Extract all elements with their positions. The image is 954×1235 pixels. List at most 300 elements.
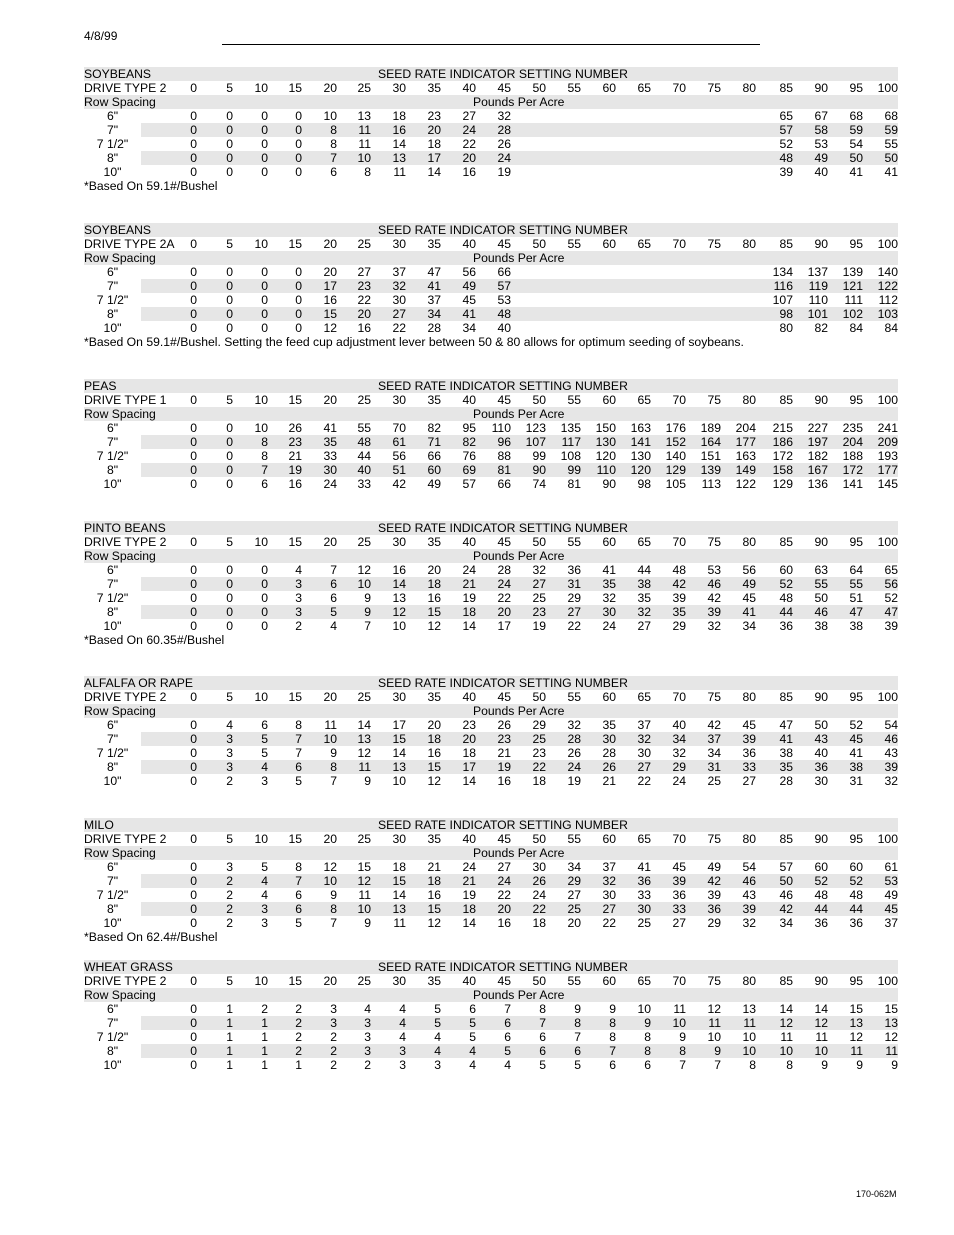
rate-value: 5 [261, 860, 268, 874]
rate-value: 0 [190, 619, 197, 633]
rate-value: 1 [261, 1016, 268, 1030]
rate-value: 35 [672, 605, 686, 619]
rate-value: 11 [324, 718, 337, 732]
rate-value: 28 [497, 563, 511, 577]
rate-value: 95 [462, 421, 476, 435]
rate-value: 9 [364, 916, 371, 930]
rate-value: 0 [190, 151, 197, 165]
units-label: Pounds Per Acre [473, 407, 565, 421]
rate-value: 41 [602, 563, 616, 577]
rate-value: 18 [462, 902, 476, 916]
table-row [84, 1058, 898, 1072]
rate-value: 0 [226, 591, 233, 605]
row-spacing: 10" [84, 477, 141, 491]
rate-value: 53 [884, 874, 898, 888]
rate-value: 42 [707, 718, 721, 732]
rate-value: 66 [427, 449, 441, 463]
rate-value: 9 [714, 1044, 721, 1058]
rate-value: 90 [602, 477, 616, 491]
rate-value: 4 [226, 718, 233, 732]
rate-value: 176 [665, 421, 686, 435]
rate-value: 26 [532, 874, 546, 888]
row-spacing: 7" [84, 577, 141, 591]
rate-value: 65 [884, 563, 898, 577]
row-spacing: 10" [84, 321, 141, 335]
rate-value: 37 [427, 293, 441, 307]
rate-value: 117 [561, 435, 581, 449]
rate-value: 6 [330, 577, 337, 591]
rate-value: 0 [226, 321, 233, 335]
rate-value: 15 [427, 902, 441, 916]
crop-name: MILO [84, 818, 114, 832]
table-row [84, 874, 898, 888]
rate-value: 7 [295, 746, 302, 760]
row-spacing: 7 1/2" [84, 591, 141, 605]
rate-value: 18 [392, 109, 406, 123]
rate-value: 41 [462, 307, 476, 321]
rate-value: 0 [226, 293, 233, 307]
rate-value: 10 [742, 1044, 756, 1058]
rate-value: 4 [364, 1002, 371, 1016]
rate-value: 158 [772, 463, 793, 477]
rate-value: 84 [849, 321, 863, 335]
setting-number: 80 [742, 690, 756, 704]
rate-value: 0 [295, 151, 302, 165]
row-spacing: 6" [84, 718, 141, 732]
setting-number: 70 [672, 974, 686, 988]
setting-number: 60 [602, 974, 616, 988]
rate-value: 43 [742, 888, 756, 902]
rate-value: 23 [462, 718, 476, 732]
rate-value: 5 [539, 1058, 546, 1072]
rate-value: 172 [772, 449, 793, 463]
row-spacing: 8" [84, 307, 141, 321]
rate-value: 121 [842, 279, 863, 293]
rate-value: 16 [357, 321, 371, 335]
table-row [84, 577, 898, 591]
rate-value: 30 [637, 746, 651, 760]
rate-value: 22 [357, 293, 371, 307]
rate-value: 7 [714, 1058, 721, 1072]
rate-value: 48 [672, 563, 686, 577]
rate-value: 16 [323, 293, 337, 307]
rate-value: 24 [323, 477, 337, 491]
rate-value: 40 [814, 746, 828, 760]
rate-value: 3 [226, 746, 233, 760]
table-title: SEED RATE INDICATOR SETTING NUMBER [378, 67, 628, 81]
footnote: *Based On 60.35#/Bushel [84, 633, 225, 647]
rate-value: 38 [849, 760, 863, 774]
rate-value: 66 [497, 477, 511, 491]
row-spacing: 7 1/2" [84, 449, 141, 463]
rate-value: 13 [357, 732, 371, 746]
setting-number: 65 [637, 237, 651, 251]
rate-value: 10 [392, 774, 406, 788]
rate-value: 204 [735, 421, 756, 435]
rate-value: 17 [462, 760, 476, 774]
rate-value: 10 [323, 874, 337, 888]
setting-number: 35 [427, 974, 441, 988]
table-row [84, 165, 898, 179]
rate-value: 0 [261, 307, 268, 321]
rate-value: 0 [226, 109, 233, 123]
rate-value: 2 [295, 1016, 302, 1030]
rate-value: 38 [637, 577, 651, 591]
rate-value: 2 [261, 1002, 268, 1016]
rate-value: 37 [637, 718, 651, 732]
rate-value: 227 [807, 421, 828, 435]
rate-value: 122 [735, 477, 756, 491]
rate-value: 2 [295, 1044, 302, 1058]
rate-value: 17 [323, 279, 337, 293]
rate-value: 4 [261, 874, 268, 888]
rate-value: 37 [884, 916, 898, 930]
rate-value: 7 [574, 1030, 581, 1044]
rate-value: 13 [392, 151, 406, 165]
rate-value: 55 [814, 577, 828, 591]
setting-number: 5 [226, 237, 233, 251]
rate-value: 1 [226, 1030, 233, 1044]
crop-title-row [84, 379, 898, 393]
rate-value: 4 [295, 563, 302, 577]
setting-number: 5 [226, 535, 233, 549]
rate-value: 24 [672, 774, 686, 788]
rate-value: 5 [261, 746, 268, 760]
rate-value: 98 [637, 477, 651, 491]
rate-value: 32 [637, 605, 651, 619]
rate-value: 0 [261, 123, 268, 137]
table-row [84, 1016, 898, 1030]
rate-value: 38 [849, 619, 863, 633]
rate-value: 11 [393, 165, 406, 179]
rate-value: 34 [567, 860, 581, 874]
rate-value: 0 [190, 718, 197, 732]
rate-value: 0 [295, 279, 302, 293]
rate-value: 0 [226, 619, 233, 633]
rate-value: 26 [497, 137, 511, 151]
row-spacing: 10" [84, 165, 141, 179]
rate-value: 41 [637, 860, 651, 874]
setting-number: 0 [190, 690, 197, 704]
setting-number: 30 [392, 832, 406, 846]
rate-value: 5 [434, 1002, 441, 1016]
setting-number: 100 [877, 81, 898, 95]
rate-value: 96 [497, 435, 511, 449]
table-row [84, 1002, 898, 1016]
rate-value: 0 [261, 137, 268, 151]
row-spacing: 7" [84, 123, 141, 137]
rate-value: 0 [190, 563, 197, 577]
rate-value: 63 [814, 563, 828, 577]
rate-value: 107 [772, 293, 793, 307]
rate-value: 209 [877, 435, 898, 449]
rate-value: 47 [427, 265, 441, 279]
units-row [84, 846, 898, 860]
rate-value: 0 [226, 123, 233, 137]
rate-value: 15 [392, 732, 406, 746]
rate-value: 21 [462, 577, 476, 591]
rate-value: 19 [497, 760, 511, 774]
rate-value: 9 [679, 1030, 686, 1044]
rate-value: 120 [595, 449, 616, 463]
rate-value: 46 [884, 732, 898, 746]
rate-value: 20 [323, 265, 337, 279]
rate-value: 32 [567, 718, 581, 732]
row-spacing: 10" [84, 1058, 141, 1072]
setting-number: 45 [497, 535, 511, 549]
setting-number: 85 [779, 393, 793, 407]
rate-value: 61 [884, 860, 898, 874]
rate-value: 129 [772, 477, 793, 491]
crop-table [84, 960, 898, 1072]
rate-value: 90 [532, 463, 546, 477]
setting-number: 20 [323, 237, 337, 251]
rate-value: 3 [295, 605, 302, 619]
rate-value: 26 [567, 746, 581, 760]
rate-value: 0 [261, 265, 268, 279]
rate-value: 27 [637, 760, 651, 774]
rate-value: 34 [462, 321, 476, 335]
rate-value: 46 [707, 577, 721, 591]
table-row [84, 563, 898, 577]
rate-value: 74 [532, 477, 546, 491]
rate-value: 13 [392, 760, 406, 774]
setting-number: 80 [742, 832, 756, 846]
rate-value: 8 [786, 1058, 793, 1072]
rate-value: 6 [295, 760, 302, 774]
rate-value: 10 [742, 1030, 756, 1044]
rate-value: 2 [295, 619, 302, 633]
setting-number: 80 [742, 81, 756, 95]
rate-value: 51 [849, 591, 863, 605]
setting-number: 75 [707, 832, 721, 846]
rate-value: 4 [399, 1016, 406, 1030]
table-row [84, 619, 898, 633]
rate-value: 0 [190, 321, 197, 335]
rate-value: 3 [364, 1030, 371, 1044]
rate-value: 0 [226, 449, 233, 463]
rate-value: 9 [330, 746, 337, 760]
rate-value: 112 [878, 293, 898, 307]
rate-value: 0 [190, 1058, 197, 1072]
rate-value: 57 [779, 860, 793, 874]
setting-number: 65 [637, 690, 651, 704]
rate-value: 13 [392, 902, 406, 916]
row-spacing-label: Row Spacing [84, 846, 156, 860]
row-spacing: 7 1/2" [84, 137, 141, 151]
rate-value: 8 [261, 435, 268, 449]
rate-value: 4 [330, 619, 337, 633]
drive-type: DRIVE TYPE 2 [84, 535, 167, 549]
rate-value: 2 [330, 1058, 337, 1072]
rate-value: 33 [672, 902, 686, 916]
setting-number: 100 [877, 690, 898, 704]
rate-value: 48 [357, 435, 371, 449]
rate-value: 23 [532, 746, 546, 760]
rate-value: 25 [532, 591, 546, 605]
row-spacing: 7" [84, 435, 141, 449]
rate-value: 20 [497, 902, 511, 916]
rate-value: 122 [877, 279, 898, 293]
crop-title-row [84, 818, 898, 832]
drive-type: DRIVE TYPE 2 [84, 832, 167, 846]
rate-value: 56 [462, 265, 476, 279]
rate-value: 11 [708, 1016, 721, 1030]
rate-value: 108 [560, 449, 581, 463]
rate-value: 24 [462, 123, 476, 137]
rate-value: 0 [295, 265, 302, 279]
rate-value: 42 [707, 874, 721, 888]
table-row [84, 265, 898, 279]
setting-number: 40 [462, 832, 476, 846]
setting-number: 85 [779, 832, 793, 846]
crop-name: SOYBEANS [84, 67, 152, 81]
row-spacing: 6" [84, 563, 141, 577]
setting-number: 60 [602, 535, 616, 549]
rate-value: 0 [261, 619, 268, 633]
units-label: Pounds Per Acre [473, 704, 565, 718]
rate-value: 36 [742, 746, 756, 760]
rate-value: 6 [261, 477, 268, 491]
rate-value: 15 [849, 1002, 863, 1016]
rate-value: 36 [814, 916, 828, 930]
rate-value: 3 [261, 902, 268, 916]
row-spacing: 6" [84, 109, 141, 123]
crop-table [84, 223, 898, 349]
rate-value: 20 [462, 732, 476, 746]
rate-value: 27 [602, 902, 616, 916]
rate-value: 0 [190, 874, 197, 888]
setting-number: 20 [323, 974, 337, 988]
rate-value: 14 [392, 746, 406, 760]
rate-value: 29 [707, 916, 721, 930]
table-row [84, 477, 898, 491]
row-spacing-label: Row Spacing [84, 407, 156, 421]
setting-number: 85 [779, 974, 793, 988]
rate-value: 6 [609, 1058, 616, 1072]
setting-number: 25 [357, 832, 371, 846]
rate-value: 5 [469, 1016, 476, 1030]
rate-value: 0 [226, 563, 233, 577]
rate-value: 27 [357, 265, 371, 279]
rate-value: 30 [392, 293, 406, 307]
rate-value: 49 [814, 151, 828, 165]
setting-number: 30 [392, 535, 406, 549]
rate-value: 14 [357, 718, 371, 732]
rate-value: 70 [392, 421, 406, 435]
rate-value: 8 [330, 137, 337, 151]
rate-value: 0 [190, 421, 197, 435]
setting-number: 50 [532, 832, 546, 846]
rate-value: 50 [779, 874, 793, 888]
rate-value: 44 [779, 605, 793, 619]
rate-value: 34 [742, 619, 756, 633]
rate-value: 24 [567, 760, 581, 774]
rate-value: 35 [602, 577, 616, 591]
rate-value: 25 [532, 732, 546, 746]
rate-value: 16 [497, 774, 511, 788]
row-spacing: 7" [84, 732, 141, 746]
rate-value: 14 [427, 165, 441, 179]
rate-value: 12 [849, 1030, 863, 1044]
setting-number: 85 [779, 690, 793, 704]
rate-value: 113 [701, 477, 721, 491]
rate-value: 32 [742, 916, 756, 930]
rate-value: 49 [707, 860, 721, 874]
rate-value: 10 [323, 732, 337, 746]
rate-value: 0 [226, 605, 233, 619]
rate-value: 0 [190, 1016, 197, 1030]
rate-value: 1 [226, 1016, 233, 1030]
setting-number: 15 [288, 974, 302, 988]
setting-number: 20 [323, 81, 337, 95]
rate-value: 30 [602, 732, 616, 746]
setting-number: 55 [567, 974, 581, 988]
rate-value: 4 [434, 1030, 441, 1044]
rate-value: 6 [469, 1002, 476, 1016]
row-spacing-label: Row Spacing [84, 95, 156, 109]
rate-value: 0 [261, 577, 268, 591]
setting-number: 45 [497, 832, 511, 846]
rate-value: 164 [700, 435, 721, 449]
rate-value: 37 [392, 265, 406, 279]
rate-value: 31 [849, 774, 863, 788]
rate-value: 5 [469, 1030, 476, 1044]
rate-value: 47 [779, 718, 793, 732]
setting-number: 70 [672, 690, 686, 704]
rate-value: 13 [884, 1016, 898, 1030]
setting-number: 80 [742, 974, 756, 988]
rate-value: 15 [392, 874, 406, 888]
rate-value: 8 [644, 1030, 651, 1044]
rate-value: 41 [779, 732, 793, 746]
rate-value: 0 [190, 435, 197, 449]
units-row [84, 251, 898, 265]
setting-number: 0 [190, 974, 197, 988]
rate-value: 0 [190, 477, 197, 491]
rate-value: 110 [596, 463, 616, 477]
setting-number: 5 [226, 832, 233, 846]
row-spacing: 7" [84, 874, 141, 888]
drive-type: DRIVE TYPE 2 [84, 974, 167, 988]
rate-value: 39 [672, 874, 686, 888]
rate-value: 18 [532, 916, 546, 930]
setting-header-row [84, 81, 898, 95]
rate-value: 41 [427, 279, 441, 293]
setting-number: 70 [672, 81, 686, 95]
rate-value: 8 [261, 449, 268, 463]
rate-value: 39 [884, 619, 898, 633]
rate-value: 0 [226, 435, 233, 449]
setting-number: 30 [392, 81, 406, 95]
rate-value: 1 [261, 1030, 268, 1044]
setting-number: 100 [877, 974, 898, 988]
rate-value: 44 [814, 902, 828, 916]
rate-value: 120 [630, 463, 651, 477]
rate-value: 60 [814, 860, 828, 874]
setting-number: 35 [427, 237, 441, 251]
table-row [84, 902, 898, 916]
rate-value: 7 [330, 916, 337, 930]
rate-value: 0 [190, 137, 197, 151]
table-row [84, 321, 898, 335]
rate-value: 21 [427, 860, 441, 874]
setting-number: 90 [814, 237, 828, 251]
row-spacing: 8" [84, 463, 141, 477]
setting-number: 5 [226, 690, 233, 704]
rate-value: 48 [849, 888, 863, 902]
table-title: SEED RATE INDICATOR SETTING NUMBER [378, 223, 628, 237]
